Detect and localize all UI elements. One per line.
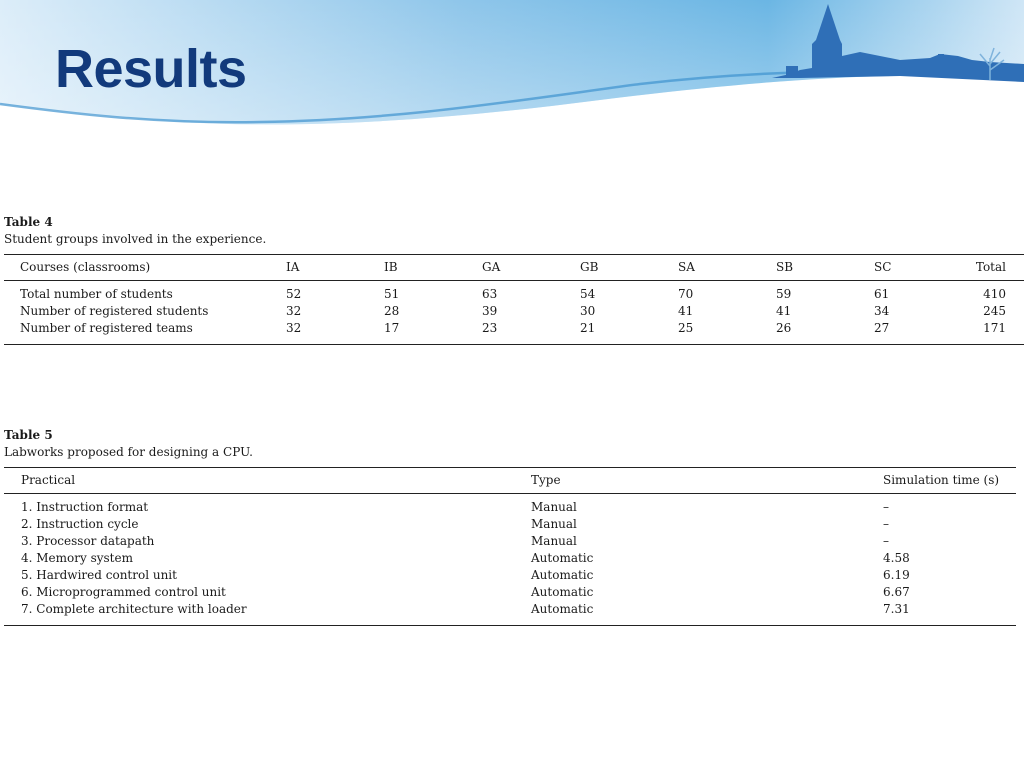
table-cell: 21 (580, 321, 596, 335)
table-cell: 245 (983, 304, 1006, 318)
column-header: Courses (classrooms) (20, 260, 151, 274)
table-4 (4, 254, 1024, 345)
table-cell: Manual (531, 534, 577, 548)
table-cell: 1. Instruction format (21, 500, 149, 514)
table-4-block (4, 214, 1024, 345)
table-cell: 6.67 (883, 585, 910, 599)
column-header: Total (975, 260, 1006, 274)
column-header: GB (580, 260, 599, 274)
table-cell: Automatic (531, 585, 594, 599)
table-header-row (4, 468, 1016, 494)
table-row (4, 516, 1016, 533)
table-cell: – (883, 517, 889, 531)
table-header-row (4, 255, 1024, 281)
table-row (4, 567, 1016, 584)
table-cell: 25 (678, 321, 694, 335)
table-cell: 70 (678, 287, 694, 301)
table-cell: 7.31 (883, 602, 910, 616)
table-cell: – (883, 534, 889, 548)
table-cell: Manual (531, 500, 577, 514)
table-5-caption-block (4, 427, 1016, 461)
table-cell: 59 (776, 287, 792, 301)
column-header: SB (776, 260, 794, 274)
table-5-caption: Labworks proposed for designing a CPU. (4, 445, 253, 459)
table-cell: 4. Memory system (21, 551, 133, 565)
table-cell: 32 (286, 321, 302, 335)
table-cell: Manual (531, 517, 577, 531)
table-cell: 6. Microprogrammed control unit (21, 585, 226, 599)
table-4-caption: Student groups involved in the experience. (4, 232, 267, 246)
table-cell: 2. Instruction cycle (21, 517, 139, 531)
table-row (4, 281, 1024, 304)
table-cell: 32 (286, 304, 302, 318)
table-cell: 3. Processor datapath (21, 534, 155, 548)
table-cell: 54 (580, 287, 596, 301)
table-cell: – (883, 500, 889, 514)
table-4-caption-block (4, 214, 1024, 248)
table-cell: 41 (678, 304, 694, 318)
table-5 (4, 467, 1016, 626)
table-cell: 6.19 (883, 568, 910, 582)
column-header: SA (678, 260, 695, 274)
column-header: Simulation time (s) (883, 473, 1000, 487)
table-row (4, 320, 1024, 345)
column-header: IB (384, 260, 398, 274)
table-cell: 61 (874, 287, 890, 301)
table-cell: 34 (874, 304, 890, 318)
table-cell: Automatic (531, 551, 594, 565)
column-header: Type (531, 473, 561, 487)
table-row (4, 550, 1016, 567)
table-cell: 171 (983, 321, 1006, 335)
table-4-label: Table 4 (4, 215, 53, 229)
table-cell: Automatic (531, 602, 594, 616)
table-cell: 7. Complete architecture with loader (21, 602, 247, 616)
table-row (4, 601, 1016, 626)
table-cell: Number of registered students (20, 304, 209, 318)
column-header: IA (286, 260, 300, 274)
table-cell: 63 (482, 287, 498, 301)
table-5-block (4, 427, 1016, 626)
table-row (4, 303, 1024, 320)
table-cell: 410 (983, 287, 1006, 301)
table-cell: 30 (580, 304, 596, 318)
column-header: GA (482, 260, 501, 274)
table-5-label: Table 5 (4, 428, 53, 442)
table-cell: 27 (874, 321, 890, 335)
table-row (4, 533, 1016, 550)
slide-title: Results (55, 39, 247, 99)
table-cell: 26 (776, 321, 792, 335)
column-header: Practical (21, 473, 76, 487)
table-cell: 52 (286, 287, 302, 301)
table-cell: 41 (776, 304, 792, 318)
table-row (4, 584, 1016, 601)
table-cell: Total number of students (20, 287, 173, 301)
column-header: SC (874, 260, 892, 274)
table-cell: 4.58 (883, 551, 910, 565)
table-cell: 23 (482, 321, 498, 335)
table-row (4, 494, 1016, 517)
table-cell: Number of registered teams (20, 321, 193, 335)
table-cell: 5. Hardwired control unit (21, 568, 177, 582)
table-cell: 28 (384, 304, 400, 318)
table-cell: 39 (482, 304, 498, 318)
table-cell: Automatic (531, 568, 594, 582)
table-cell: 51 (384, 287, 400, 301)
table-cell: 17 (384, 321, 400, 335)
